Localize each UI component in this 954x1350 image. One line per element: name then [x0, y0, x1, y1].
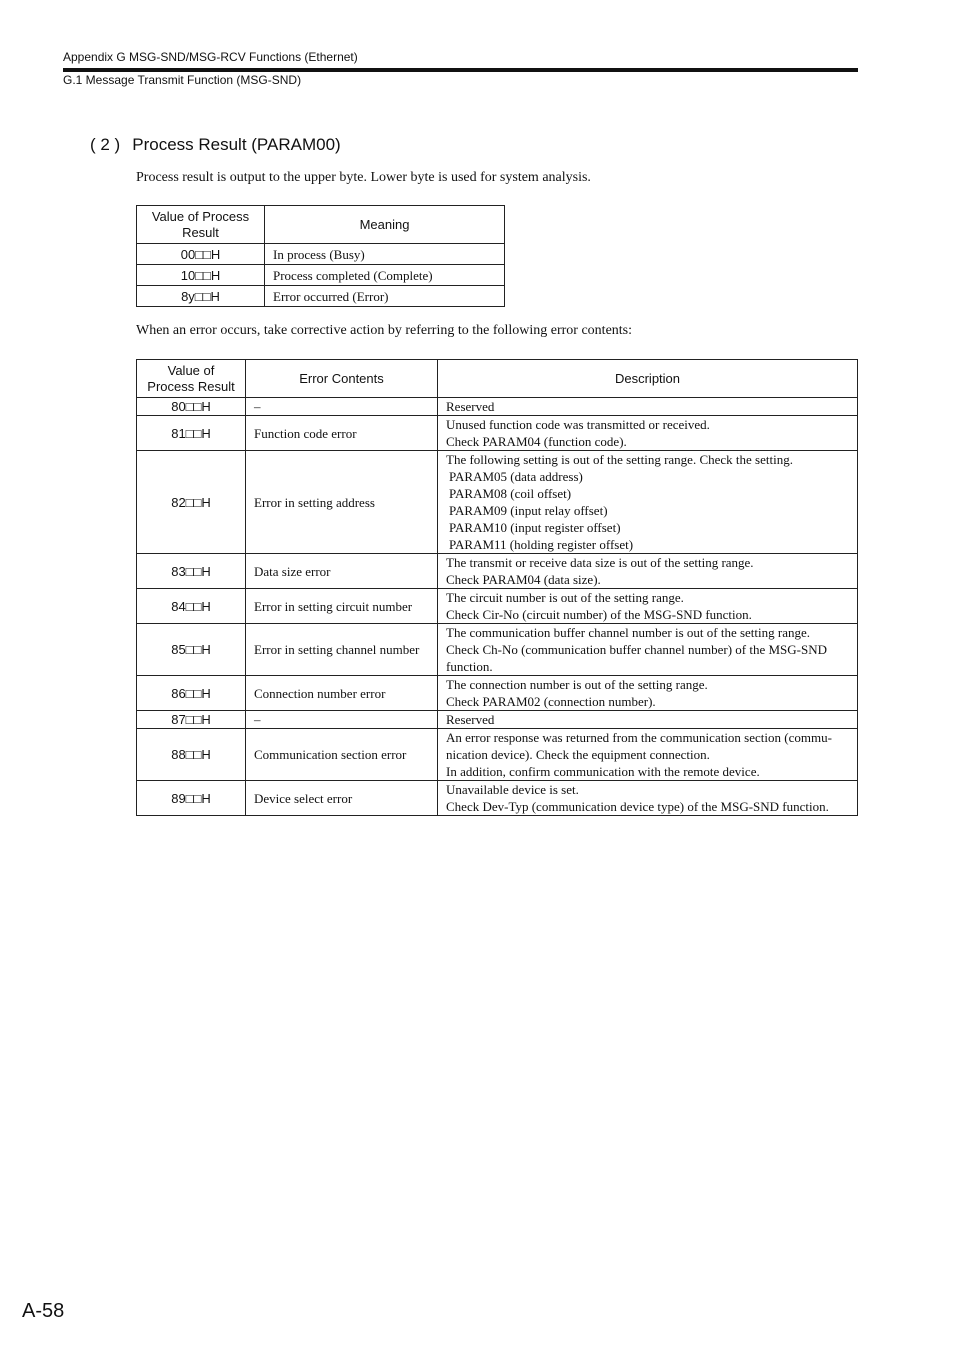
- error-description: [438, 554, 858, 589]
- description-line: PARAM10 (input register offset): [449, 520, 621, 535]
- table-row: [137, 729, 858, 781]
- intro-paragraph: Process result is output to the upper byte. Lower byte is used for system analysis.: [136, 170, 591, 185]
- running-header-section: G.1 Message Transmit Function (MSG-SND): [63, 73, 302, 87]
- table-row: [137, 554, 858, 589]
- error-description: [438, 416, 858, 451]
- error-description: [438, 451, 858, 554]
- description-line: Unavailable device is set.: [446, 782, 579, 797]
- description-line: The connection number is out of the setting range.: [446, 677, 708, 692]
- description-line: PARAM09 (input relay offset): [449, 503, 608, 518]
- description-line: Check Ch-No (communication buffer channel number) of the MSG-SND: [446, 642, 828, 657]
- error-contents: Device select error: [246, 781, 438, 816]
- table-row: [137, 244, 505, 265]
- error-contents: –: [246, 398, 438, 416]
- table-row: [137, 398, 858, 416]
- error-value: 86□□H: [137, 676, 246, 711]
- description-line: Check Cir-No (circuit number) of the MSG-SND function.: [446, 607, 752, 622]
- process-result-table: [136, 205, 505, 307]
- table-row: [137, 416, 858, 451]
- process-result-value: 00□□H: [137, 244, 265, 265]
- description-line: Unused function code was transmitted or received.: [446, 417, 710, 432]
- page-number: A-58: [22, 1300, 65, 1322]
- error-value: 88□□H: [137, 729, 246, 781]
- error-contents-table: [136, 359, 858, 816]
- error-contents: Error in setting circuit number: [246, 589, 438, 624]
- table-row: [137, 624, 858, 676]
- running-header-chapter: Appendix G MSG-SND/MSG-RCV Functions (Ethernet): [63, 50, 358, 64]
- column-header-error-contents: Error Contents: [246, 360, 438, 398]
- description-line: The circuit number is out of the setting range.: [446, 590, 684, 605]
- error-description: [438, 398, 858, 416]
- table-row: [137, 286, 505, 307]
- error-value: 89□□H: [137, 781, 246, 816]
- description-line: Check PARAM04 (function code).: [446, 434, 627, 449]
- column-header-meaning: Meaning: [265, 206, 505, 244]
- column-header-value: Value of Process Result: [137, 206, 265, 244]
- error-value: 83□□H: [137, 554, 246, 589]
- error-contents: Error in setting address: [246, 451, 438, 554]
- error-value: 87□□H: [137, 711, 246, 729]
- description-line: An error response was returned from the communication section (commu-: [446, 730, 832, 745]
- description-line: function.: [446, 659, 493, 674]
- error-value: 80□□H: [137, 398, 246, 416]
- table-row: [137, 711, 858, 729]
- description-line: Reserved: [446, 399, 495, 414]
- description-line: PARAM08 (coil offset): [449, 486, 572, 501]
- error-contents: Function code error: [246, 416, 438, 451]
- error-value: 82□□H: [137, 451, 246, 554]
- table-header-row: [137, 206, 505, 244]
- description-line: PARAM11 (holding register offset): [449, 537, 634, 552]
- description-line: Check PARAM04 (data size).: [446, 572, 601, 587]
- table-row: [137, 781, 858, 816]
- error-description: [438, 729, 858, 781]
- column-header-description: Description: [438, 360, 858, 398]
- description-line: Check PARAM02 (connection number).: [446, 694, 656, 709]
- process-result-meaning: Process completed (Complete): [265, 265, 505, 286]
- header-rule: [63, 68, 858, 72]
- description-line: PARAM05 (data address): [449, 469, 583, 484]
- table-header-row: [137, 360, 858, 398]
- error-contents: Connection number error: [246, 676, 438, 711]
- process-result-value: 10□□H: [137, 265, 265, 286]
- process-result-meaning: Error occurred (Error): [265, 286, 505, 307]
- table-row: [137, 589, 858, 624]
- table-row: [137, 451, 858, 554]
- table-row: [137, 676, 858, 711]
- error-contents: Data size error: [246, 554, 438, 589]
- error-value: 85□□H: [137, 624, 246, 676]
- error-contents: –: [246, 711, 438, 729]
- process-result-meaning: In process (Busy): [265, 244, 505, 265]
- error-contents: Communication section error: [246, 729, 438, 781]
- error-description: [438, 711, 858, 729]
- process-result-value: 8y□□H: [137, 286, 265, 307]
- error-description: [438, 589, 858, 624]
- error-contents: Error in setting channel number: [246, 624, 438, 676]
- description-line: In addition, confirm communication with the remote device.: [446, 764, 760, 779]
- error-intro-paragraph: When an error occurs, take corrective action by referring to the following error contents:: [136, 323, 633, 338]
- error-value: 81□□H: [137, 416, 246, 451]
- error-description: [438, 676, 858, 711]
- error-description: [438, 624, 858, 676]
- table-row: [137, 265, 505, 286]
- description-line: Reserved: [446, 712, 495, 727]
- section-title: Process Result (PARAM00): [132, 135, 341, 154]
- error-description: [438, 781, 858, 816]
- column-header-value: Value of Process Result: [137, 360, 246, 398]
- section-heading: [90, 135, 341, 155]
- description-line: The communication buffer channel number is out of the setting range.: [446, 625, 811, 640]
- description-line: The transmit or receive data size is out of the setting range.: [446, 555, 754, 570]
- description-line: nication device). Check the equipment connection.: [446, 747, 710, 762]
- description-line: The following setting is out of the setting range. Check the setting.: [446, 452, 793, 467]
- error-value: 84□□H: [137, 589, 246, 624]
- description-line: Check Dev-Typ (communication device type) of the MSG-SND function.: [446, 799, 829, 814]
- section-number: ( 2 ): [90, 135, 121, 154]
